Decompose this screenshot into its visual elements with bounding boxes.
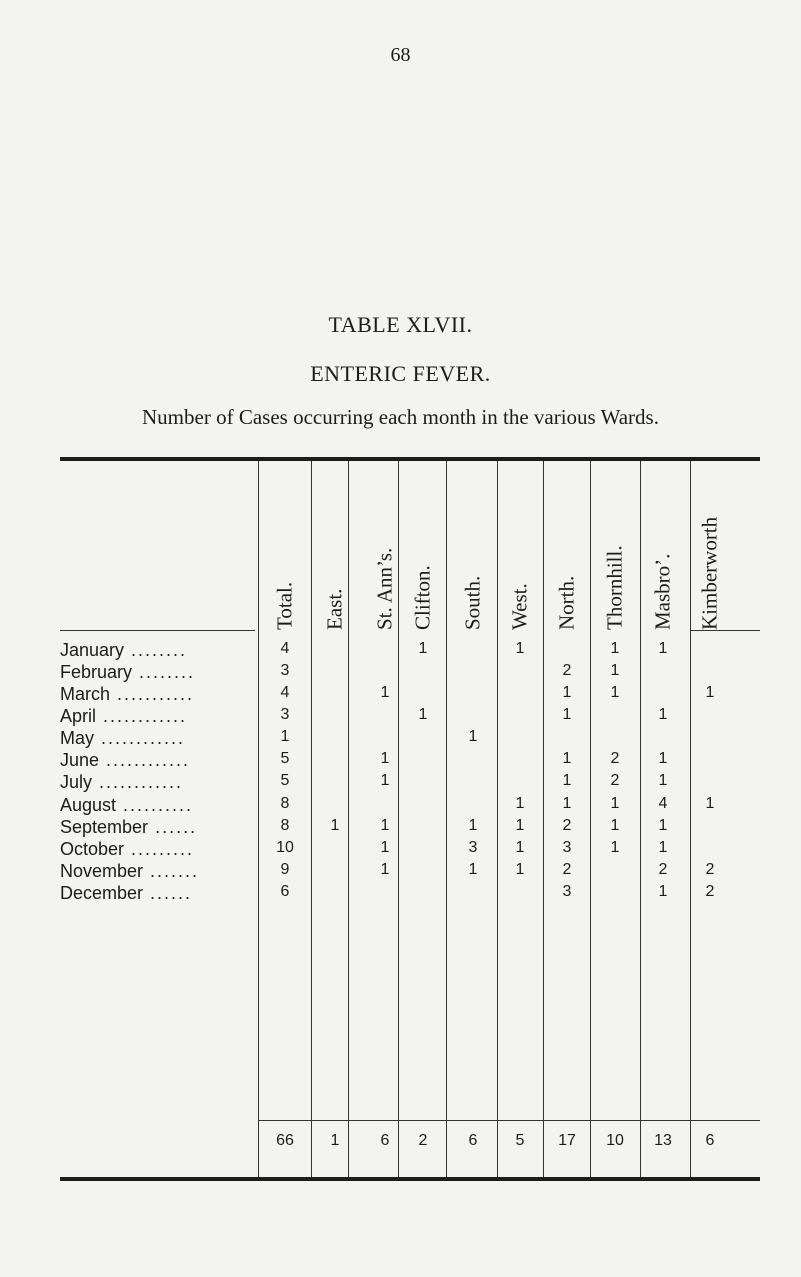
cell-june-st-anns: 1 bbox=[380, 750, 390, 767]
cell-march-thornhill: 1 bbox=[610, 684, 620, 701]
cell-august-west: 1 bbox=[515, 795, 525, 812]
row-label-october bbox=[60, 839, 260, 861]
cell-march-north: 1 bbox=[562, 684, 572, 701]
leader-dots: .......... bbox=[116, 795, 194, 815]
cell-april-north: 1 bbox=[562, 706, 572, 723]
cell-august-masbro: 4 bbox=[658, 795, 668, 812]
month-name: July bbox=[60, 772, 93, 792]
month-name: November bbox=[60, 861, 144, 881]
total-st-anns: 6 bbox=[380, 1132, 390, 1149]
column-divider bbox=[497, 461, 498, 1177]
cell-october-total: 10 bbox=[276, 839, 294, 856]
cell-january-west: 1 bbox=[515, 640, 525, 657]
cell-june-thornhill: 2 bbox=[610, 750, 620, 767]
month-name: December bbox=[60, 883, 144, 903]
column-header-east: East. bbox=[322, 588, 347, 630]
leader-dots: ........ bbox=[132, 662, 196, 682]
header-underline bbox=[690, 630, 760, 631]
cell-february-thornhill: 1 bbox=[610, 662, 620, 679]
total-total: 66 bbox=[276, 1132, 294, 1149]
month-name: April bbox=[60, 706, 97, 726]
leader-dots: ......... bbox=[124, 839, 195, 859]
cell-july-masbro: 1 bbox=[658, 772, 668, 789]
column-header-total: Total. bbox=[272, 581, 297, 630]
cell-may-total: 1 bbox=[280, 728, 290, 745]
row-label-february bbox=[60, 662, 260, 684]
cell-august-thornhill: 1 bbox=[610, 795, 620, 812]
column-header-masbro: Masbro’. bbox=[650, 553, 675, 630]
cell-october-north: 3 bbox=[562, 839, 572, 856]
column-header-west: West. bbox=[507, 583, 532, 630]
cell-november-st-anns: 1 bbox=[380, 861, 390, 878]
cell-april-masbro: 1 bbox=[658, 706, 668, 723]
cell-january-total: 4 bbox=[280, 640, 290, 657]
cell-july-north: 1 bbox=[562, 772, 572, 789]
cell-october-thornhill: 1 bbox=[610, 839, 620, 856]
cell-october-west: 1 bbox=[515, 839, 525, 856]
header-underline bbox=[60, 630, 255, 631]
cell-december-kimberworth: 2 bbox=[705, 883, 715, 900]
cell-february-north: 2 bbox=[562, 662, 572, 679]
row-label-april bbox=[60, 706, 260, 728]
cell-november-kimberworth: 2 bbox=[705, 861, 715, 878]
total-clifton: 2 bbox=[418, 1132, 428, 1149]
leader-dots: ............ bbox=[99, 750, 191, 770]
cell-july-st-anns: 1 bbox=[380, 772, 390, 789]
leader-dots: ............ bbox=[94, 728, 186, 748]
page-number: 68 bbox=[390, 44, 411, 66]
column-header-thornhill: Thornhill. bbox=[602, 545, 627, 630]
cell-march-kimberworth: 1 bbox=[705, 684, 715, 701]
column-header-clifton: Clifton. bbox=[410, 565, 435, 630]
cell-march-st-anns: 1 bbox=[380, 684, 390, 701]
cell-august-total: 8 bbox=[280, 795, 290, 812]
cell-november-total: 9 bbox=[280, 861, 290, 878]
cell-november-north: 2 bbox=[562, 861, 572, 878]
total-west: 5 bbox=[515, 1132, 525, 1149]
month-name: August bbox=[60, 795, 117, 815]
cell-march-total: 4 bbox=[280, 684, 290, 701]
total-kimberworth: 6 bbox=[705, 1132, 715, 1149]
leader-dots: ....... bbox=[143, 861, 200, 881]
month-name: March bbox=[60, 684, 111, 704]
leader-dots: ............ bbox=[96, 706, 188, 726]
cell-july-thornhill: 2 bbox=[610, 772, 620, 789]
total-east: 1 bbox=[330, 1132, 340, 1149]
column-header-kimberworth: Kimberworth bbox=[697, 516, 722, 630]
total-south: 6 bbox=[468, 1132, 478, 1149]
table-subtitle: ENTERIC FEVER. bbox=[310, 361, 491, 386]
total-north: 17 bbox=[558, 1132, 576, 1149]
table-caption: Number of Cases occurring each month in the various Wards. bbox=[142, 405, 659, 429]
row-label-january bbox=[60, 640, 260, 662]
row-label-august bbox=[60, 795, 260, 817]
month-name: September bbox=[60, 817, 149, 837]
table-top-rule bbox=[60, 457, 760, 461]
row-label-may bbox=[60, 728, 260, 750]
cell-october-south: 3 bbox=[468, 839, 478, 856]
cell-october-masbro: 1 bbox=[658, 839, 668, 856]
cell-december-north: 3 bbox=[562, 883, 572, 900]
cell-january-clifton: 1 bbox=[418, 640, 428, 657]
cell-september-st-anns: 1 bbox=[380, 817, 390, 834]
leader-dots: ...... bbox=[148, 817, 198, 837]
cell-september-total: 8 bbox=[280, 817, 290, 834]
cell-september-thornhill: 1 bbox=[610, 817, 620, 834]
cell-september-south: 1 bbox=[468, 817, 478, 834]
row-label-march bbox=[60, 684, 260, 706]
month-name: October bbox=[60, 839, 125, 859]
cell-january-thornhill: 1 bbox=[610, 640, 620, 657]
month-name: June bbox=[60, 750, 100, 770]
cell-september-masbro: 1 bbox=[658, 817, 668, 834]
totals-rule bbox=[258, 1120, 760, 1121]
cell-july-total: 5 bbox=[280, 772, 290, 789]
cell-august-kimberworth: 1 bbox=[705, 795, 715, 812]
cell-june-total: 5 bbox=[280, 750, 290, 767]
leader-dots: ........ bbox=[124, 640, 188, 660]
total-thornhill: 10 bbox=[606, 1132, 624, 1149]
leader-dots: ...... bbox=[143, 883, 193, 903]
cell-september-east: 1 bbox=[330, 817, 340, 834]
column-divider bbox=[640, 461, 641, 1177]
leader-dots: ............ bbox=[92, 772, 184, 792]
cell-june-masbro: 1 bbox=[658, 750, 668, 767]
row-label-september bbox=[60, 817, 260, 839]
cell-april-total: 3 bbox=[280, 706, 290, 723]
leader-dots: ........... bbox=[110, 684, 195, 704]
cell-december-total: 6 bbox=[280, 883, 290, 900]
cell-november-south: 1 bbox=[468, 861, 478, 878]
cell-december-masbro: 1 bbox=[658, 883, 668, 900]
cell-october-st-anns: 1 bbox=[380, 839, 390, 856]
cell-february-total: 3 bbox=[280, 662, 290, 679]
cell-may-south: 1 bbox=[468, 728, 478, 745]
cell-june-north: 1 bbox=[562, 750, 572, 767]
column-divider bbox=[590, 461, 591, 1177]
row-label-july bbox=[60, 772, 260, 794]
row-label-november bbox=[60, 861, 260, 883]
cell-november-masbro: 2 bbox=[658, 861, 668, 878]
row-label-december bbox=[60, 883, 260, 905]
column-header-south: South. bbox=[460, 575, 485, 630]
cell-september-north: 2 bbox=[562, 817, 572, 834]
cell-april-clifton: 1 bbox=[418, 706, 428, 723]
table-bottom-rule bbox=[60, 1177, 760, 1181]
cell-november-west: 1 bbox=[515, 861, 525, 878]
cell-january-masbro: 1 bbox=[658, 640, 668, 657]
month-name: May bbox=[60, 728, 95, 748]
column-divider bbox=[446, 461, 447, 1177]
row-label-june bbox=[60, 750, 260, 772]
column-divider bbox=[543, 461, 544, 1177]
month-name: January bbox=[60, 640, 125, 660]
total-masbro: 13 bbox=[654, 1132, 672, 1149]
cell-august-north: 1 bbox=[562, 795, 572, 812]
cell-september-west: 1 bbox=[515, 817, 525, 834]
column-header-st-anns: St. Ann’s. bbox=[372, 547, 397, 630]
month-name: February bbox=[60, 662, 133, 682]
column-header-north: North. bbox=[554, 575, 579, 630]
column-divider bbox=[311, 461, 312, 1177]
table-title: TABLE XLVII. bbox=[328, 312, 473, 337]
